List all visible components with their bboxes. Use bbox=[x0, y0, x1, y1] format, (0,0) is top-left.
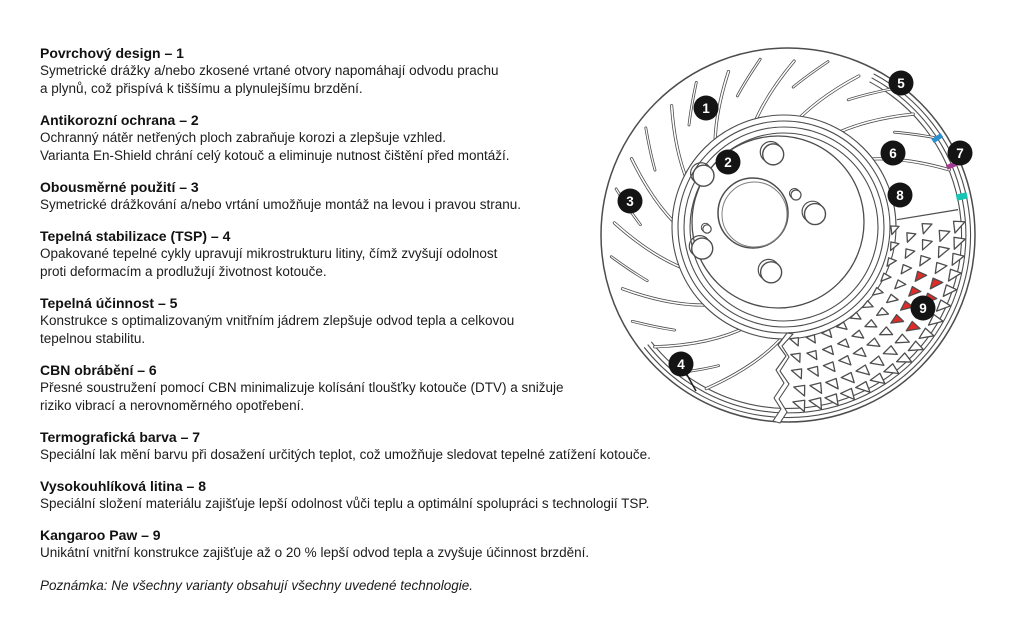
feature-line: tepelnou stabilitu. bbox=[40, 331, 146, 346]
pin-hole bbox=[791, 190, 801, 200]
feature-line: a plynů, což přispívá k tiššímu a plynulejšímu brzdění. bbox=[40, 81, 363, 96]
feature-line: proti deformacím a prodlužují životnost kotouče. bbox=[40, 264, 327, 279]
feature-line: Unikátní vnitřní konstrukce zajišťuje až o 20 % lepší odvod tepla a zvyšuje účinnost brzdění. bbox=[40, 545, 590, 560]
callout-number-2: 2 bbox=[724, 154, 732, 170]
callout-number-5: 5 bbox=[897, 75, 905, 91]
bolt-hole bbox=[693, 165, 714, 186]
bolt-hole bbox=[692, 238, 713, 259]
callout-number-6: 6 bbox=[889, 145, 897, 161]
callout-number-7: 7 bbox=[956, 145, 964, 161]
feature-title: CBN obrábění – 6 bbox=[40, 362, 157, 378]
bolt-hole bbox=[763, 144, 784, 165]
bolt-hole bbox=[804, 204, 825, 225]
feature-line: Speciální složení materiálu zajišťuje lepší odolnost vůči teplu a optimální spolupráci s technologií TSP. bbox=[40, 496, 650, 511]
brake-disc-illustration bbox=[588, 28, 1012, 440]
feature-title: Obousměrné použití – 3 bbox=[40, 179, 199, 195]
feature-line: Konstrukce s optimalizovaným vnitřním jádrem zlepšuje odvod tepla a celkovou bbox=[40, 313, 515, 328]
feature-line: Symetrické drážky a/nebo zkosené vrtané otvory napomáhají odvodu prachu bbox=[40, 63, 499, 78]
feature-title: Kangaroo Paw – 9 bbox=[40, 527, 161, 543]
feature-title: Povrchový design – 1 bbox=[40, 45, 184, 61]
feature-title: Antikorozní ochrana – 2 bbox=[40, 112, 199, 128]
pin-hole bbox=[703, 225, 711, 233]
callout-number-8: 8 bbox=[896, 187, 904, 203]
feature-item bbox=[40, 526, 760, 562]
feature-line: riziko vibrací a nerovnoměrného opotřebení. bbox=[40, 398, 305, 413]
feature-title: Termografická barva – 7 bbox=[40, 429, 201, 445]
feature-title: Vysokouhlíková litina – 8 bbox=[40, 478, 206, 494]
callout-number-1: 1 bbox=[702, 100, 710, 116]
footnote: Poznámka: Ne všechny varianty obsahují všechny uvedené technologie. bbox=[40, 578, 474, 593]
bolt-hole bbox=[761, 262, 782, 283]
feature-title: Tepelná stabilizace (TSP) – 4 bbox=[40, 228, 231, 244]
callout-number-3: 3 bbox=[626, 193, 634, 209]
feature-line: Speciální lak mění barvu při dosažení určitých teplot, což umožňuje sledovat tepelné zatížení kotouče. bbox=[40, 447, 651, 462]
callout-number-9: 9 bbox=[919, 300, 927, 316]
feature-item bbox=[40, 477, 760, 513]
callout-number-4: 4 bbox=[677, 356, 685, 372]
brake-disc-diagram bbox=[588, 28, 1012, 440]
feature-title: Tepelná účinnost – 5 bbox=[40, 295, 178, 311]
feature-line: Opakované tepelné cykly upravují mikrostrukturu litiny, čímž zvyšují odolnost bbox=[40, 246, 498, 261]
feature-line: Symetrické drážkování a/nebo vrtání umožňuje montáž na levou i pravou stranu. bbox=[40, 197, 522, 212]
feature-line: Přesné soustružení pomocí CBN minimalizuje kolísání tloušťky kotouče (DTV) a snižuje bbox=[40, 380, 564, 395]
feature-line: Ochranný nátěr netřených ploch zabraňuje korozi a zlepšuje vzhled. bbox=[40, 130, 446, 145]
feature-line: Varianta En-Shield chrání celý kotouč a eliminuje nutnost čištění před montáží. bbox=[40, 148, 510, 163]
